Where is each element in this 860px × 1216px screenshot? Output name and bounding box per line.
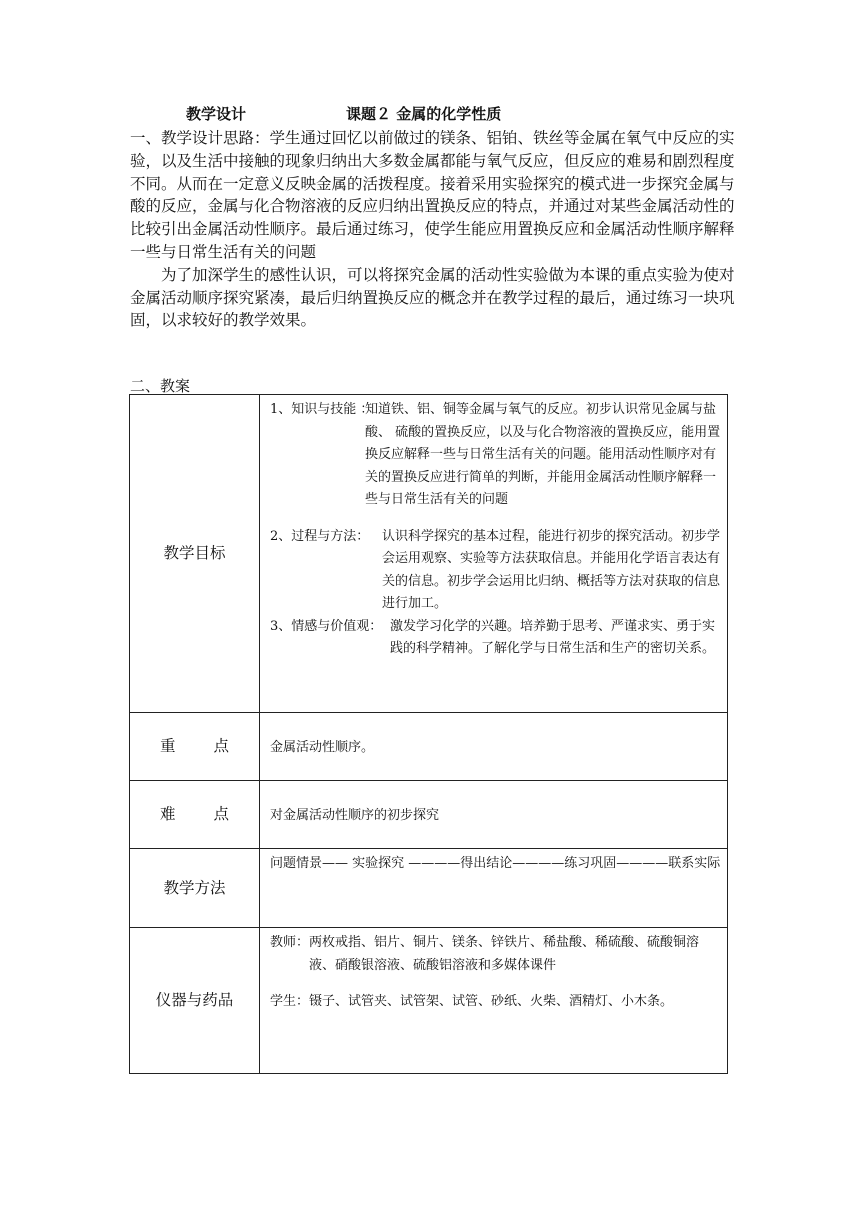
difficulty-row xyxy=(130,781,728,849)
difficulty-text: 对金属活动性顺序的初步探究 xyxy=(260,781,728,849)
goal-knowledge xyxy=(270,399,721,512)
goal-process xyxy=(270,526,721,616)
lesson-title: 课题２ 金属的化学性质 xyxy=(346,105,502,123)
goal-process-key: 2、过程与方法： xyxy=(270,528,370,544)
materials-row xyxy=(130,928,728,1074)
rationale-paragraph-2: 为了加深学生的感性认识，可以将探究金属的活动性实验做为本课的重点实验为使对金属活动顺序探究紧凑，最后归纳置换反应的概念并在教学过程的最后，通过练习一块巩固，以求较好的教学效果。 xyxy=(130,265,735,330)
key-point-label: 重点 xyxy=(130,713,260,781)
difficulty-label: 难点 xyxy=(130,781,260,849)
teacher-materials-text: 两枚戒指、铝片、铜片、镁条、锌铁片、稀盐酸、稀硫酸、硫酸铜溶液、硝酸银溶液、硫酸铝溶液和多媒体课件 xyxy=(309,935,700,973)
goals-label: 教学目标 xyxy=(130,395,260,713)
goals-row xyxy=(130,395,728,713)
materials-content xyxy=(260,928,728,1074)
teacher-key: 教师： xyxy=(270,935,310,950)
goal-attitude xyxy=(270,616,721,661)
key-point-row xyxy=(130,713,728,781)
design-rationale xyxy=(130,127,736,332)
goal-attitude-key: 3、情感与价值观： xyxy=(270,618,383,634)
goals-content xyxy=(260,395,728,713)
student-key: 学生： xyxy=(270,994,310,1009)
student-materials xyxy=(270,991,721,1014)
goal-knowledge-key: 1、知识与技能 ： xyxy=(270,402,374,417)
goal-knowledge-text: 知道铁、铝、铜等金属与氧气的反应。初步认识常见金属与盐酸、 硫酸的置换反应，以及与化合物溶液的置换反应，能用置换反应解释一些与日常生活有关的问题。能用活动性顺序对有关的置换反应进行简单的判断，并能用金属活动性顺序解释一些与日常生活有关的问题 xyxy=(365,402,721,507)
section-2-heading: 二、教案 xyxy=(130,377,191,395)
method-text: 问题情景—— 实验探究 ————得出结论————练习巩固————联系实际 xyxy=(260,849,728,928)
document-title xyxy=(186,103,746,127)
materials-label: 仪器与药品 xyxy=(130,928,260,1074)
method-label: 教学方法 xyxy=(130,849,260,928)
key-point-text: 金属活动性顺序。 xyxy=(260,713,728,781)
doc-type-label: 教学设计 xyxy=(186,105,247,123)
rationale-paragraph-1: 一、教学设计思路：学生通过回忆以前做过的镁条、铝铂、铁丝等金属在氧气中反应的实验，以及生活中接触的现象归纳出大多数金属都能与氧气反应，但反应的难易和剧烈程度不同。从而在一定意义反映金属的活拨程度。接着采用实验探究的模式进一步探究金属与酸的反应，金属与化合物溶液的反应归纳出置换反应的特点，并通过对某些金属活动性的比较引出金属活动性顺序。最后通过练习，使学生能应用置换反应和金属活动性顺序解释一些与日常生活有关的问题 xyxy=(130,129,735,261)
method-row xyxy=(130,849,728,928)
teacher-materials xyxy=(270,932,721,977)
goal-process-text: 认识科学探究的基本过程，能进行初步的探究活动。初步学会运用观察、实验等方法获取信息。并能用化学语言表达有关的信息。初步学会运用比归纳、概括等方法对获取的信息进行加工。 xyxy=(382,528,721,611)
goal-attitude-text: 激发学习化学的兴趣。培养勤于思考、严谨求实、勇于实践的科学精神。了解化学与日常生活和生产的密切关系。 xyxy=(390,618,716,656)
student-materials-text: 镊子、试管夹、试管架、试管、砂纸、火柴、酒精灯、小木条。 xyxy=(309,994,674,1009)
lesson-plan-table xyxy=(129,394,728,1074)
